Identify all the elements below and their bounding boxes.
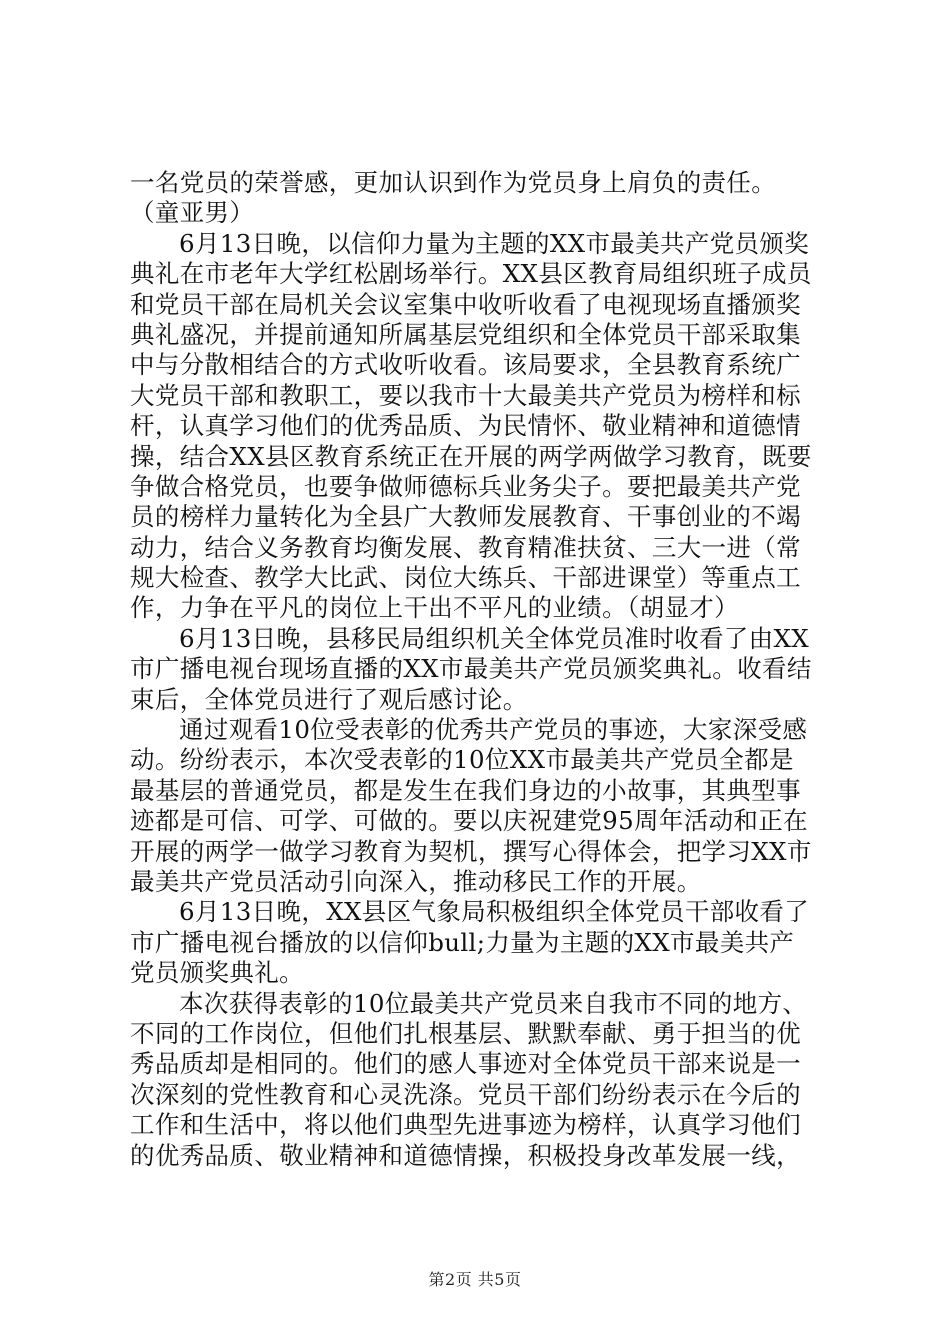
text-line: 杆，认真学习他们的优秀品质、为民情怀、敬业精神和道德情 xyxy=(130,411,801,441)
text-line: 6月13日晚，县移民局组织机关全体党员准时收看了由XX xyxy=(179,623,810,653)
text-line: 6月13日晚，XX县区气象局积极组织全体党员干部收看了 xyxy=(179,897,810,927)
text-line: 最美共产党员活动引向深入，推动移民工作的开展。 xyxy=(130,866,702,896)
text-line: 次深刻的党性教育和心灵洗涤。党员干部们纷纷表示在今后的 xyxy=(130,1079,801,1109)
text-line: 动力，结合义务教育均衡发展、教育精准扶贫、三大一进（常 xyxy=(130,532,801,562)
page-number-footer: 第2页 共5页 xyxy=(428,1270,522,1289)
text-line: 典礼在市老年大学红松剧场举行。XX县区教育局组织班子成员 xyxy=(130,259,812,289)
text-line: 党员颁奖典礼。 xyxy=(130,958,304,988)
text-line: 开展的两学一做学习教育为契机，撰写心得体会，把学习XX市 xyxy=(130,836,812,866)
text-line: 迹都是可信、可学、可做的。要以庆祝建党95周年活动和正在 xyxy=(130,806,808,836)
text-line: 束后，全体党员进行了观后感讨论。 xyxy=(130,684,528,714)
text-line: 不同的工作岗位，但他们扎根基层、默默奉献、勇于担当的优 xyxy=(130,1018,801,1048)
text-line: 典礼盛况，并提前通知所属基层党组织和全体党员干部采取集 xyxy=(130,319,801,349)
text-line: 最基层的普通党员，都是发生在我们身边的小故事，其典型事 xyxy=(130,775,801,805)
text-line: 大党员干部和教职工，要以我市十大最美共产党员为榜样和标 xyxy=(130,380,801,410)
text-line: （童亚男） xyxy=(130,198,255,228)
text-line: 中与分散相结合的方式收听收看。该局要求，全县教育系统广 xyxy=(130,350,801,380)
text-line: 作，力争在平凡的岗位上干出不平凡的业绩。（胡显才） xyxy=(130,593,739,623)
text-line: 秀品质却是相同的。他们的感人事迹对全体党员干部来说是一 xyxy=(130,1049,801,1079)
text-line: 员的榜样力量转化为全县广大教师发展教育、干事创业的不竭 xyxy=(130,502,801,532)
document-body xyxy=(130,168,822,1171)
text-line: 市广播电视台播放的以信仰bull;力量为主题的XX市最美共产 xyxy=(130,927,795,957)
text-line: 规大检查、教学大比武、岗位大练兵、干部进课堂）等重点工 xyxy=(130,563,801,593)
text-line: 6月13日晚，以信仰力量为主题的XX市最美共产党员颁奖 xyxy=(179,228,810,258)
text-line: 市广播电视台现场直播的XX市最美共产党员颁奖典礼。收看结 xyxy=(130,654,812,684)
text-line: 动。纷纷表示，本次受表彰的10位XX市最美共产党员全都是 xyxy=(130,745,794,775)
text-line: 争做合格党员，也要争做师德标兵业务尖子。要把最美共产党 xyxy=(130,471,801,501)
text-line: 本次获得表彰的10位最美共产党员来自我市不同的地方、 xyxy=(179,988,808,1018)
text-line: 操，结合XX县区教育系统正在开展的两学两做学习教育，既要 xyxy=(130,441,812,471)
text-line: 和党员干部在局机关会议室集中收听收看了电视现场直播颁奖 xyxy=(130,289,801,319)
text-line: 一名党员的荣誉感，更加认识到作为党员身上肩负的责任。 xyxy=(130,168,777,197)
text-line: 的优秀品质、敬业精神和道德情操，积极投身改革发展一线， xyxy=(130,1140,801,1170)
text-line: 工作和生活中，将以他们典型先进事迹为榜样，认真学习他们 xyxy=(130,1110,801,1140)
text-line: 通过观看10位受表彰的优秀共产党员的事迹，大家深受感 xyxy=(179,715,808,745)
